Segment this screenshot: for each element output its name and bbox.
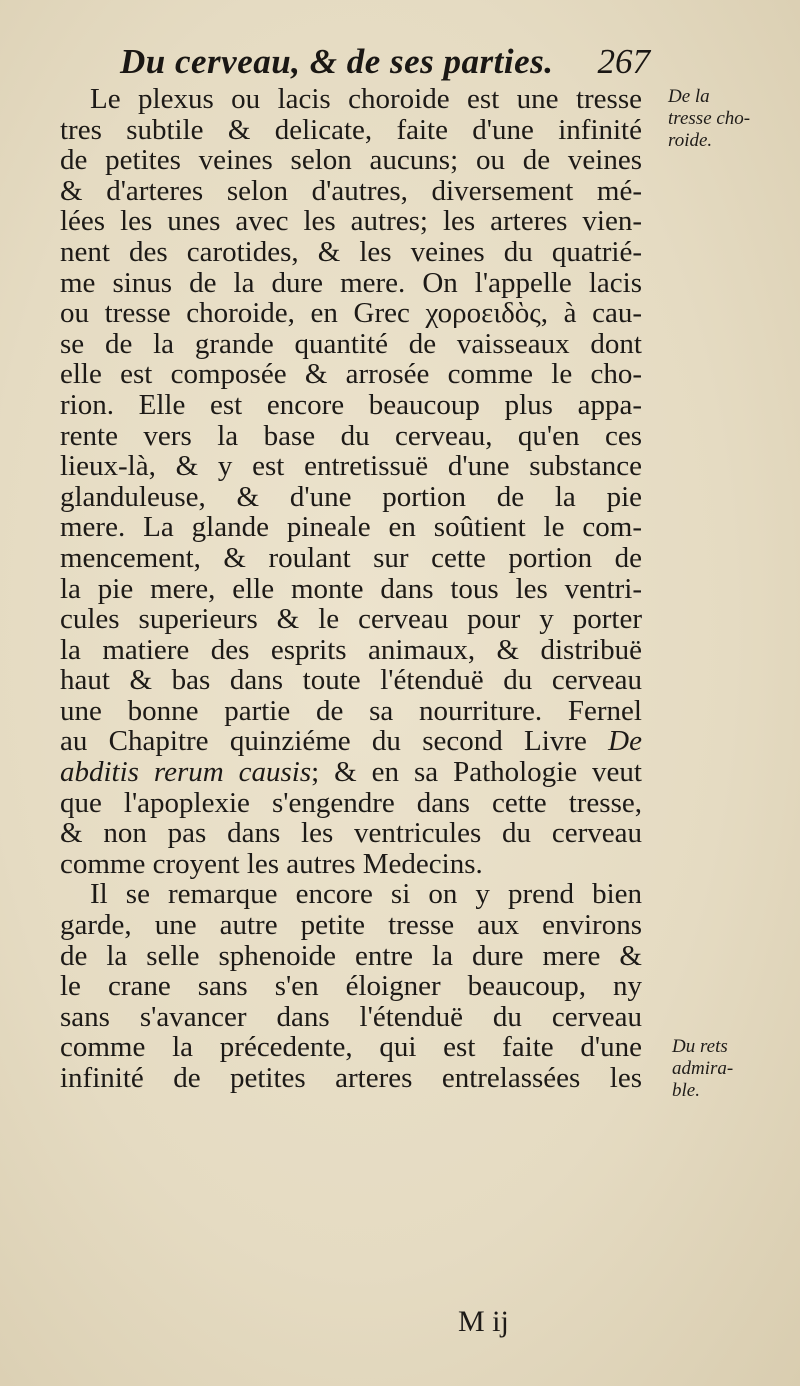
marginal-line: De la bbox=[668, 86, 710, 107]
text-line: se de la grande quantité de vaisseaux dont bbox=[60, 327, 642, 360]
text-line: mencement, & roulant sur cette portion de bbox=[60, 541, 642, 574]
marginal-line: Du rets bbox=[672, 1036, 728, 1057]
text-line: infinité de petites arteres entrelassées les bbox=[60, 1062, 642, 1094]
italic-title-segment: De bbox=[608, 725, 642, 758]
body-text bbox=[60, 84, 642, 1094]
text-line: la pie mere, elle monte dans tous les ventri- bbox=[60, 572, 642, 605]
text-line: comme croyent les autres Medecins. bbox=[60, 847, 483, 880]
text-line: que l'apoplexie s'engendre dans cette tresse, bbox=[60, 786, 642, 819]
text-line: haut & bas dans toute l'étenduë du cerveau bbox=[60, 664, 642, 697]
text-segment: au Chapitre quinziéme du second Livre bbox=[60, 725, 587, 758]
text-segment: ; & en sa Pathologie veut bbox=[311, 756, 642, 789]
text-line: lieux-là, & y est entretissuë d'une substance bbox=[60, 450, 642, 483]
text-line-mixed bbox=[60, 757, 642, 788]
italic-title-segment: abditis rerum causis bbox=[60, 756, 312, 789]
text-line: le crane sans s'en éloigner beaucoup, ny bbox=[60, 970, 642, 1003]
text-line: Le plexus ou lacis choroide est une tresse bbox=[90, 83, 642, 115]
signature-mark: M ij bbox=[458, 1305, 509, 1338]
page-number: 267 bbox=[597, 42, 650, 81]
text-line: cules superieurs & le cerveau pour y porter bbox=[60, 603, 642, 636]
text-line: sans s'avancer dans l'étenduë du cerveau bbox=[60, 1000, 642, 1033]
text-line: & d'arteres selon d'autres, diversement mé- bbox=[60, 174, 642, 207]
text-line: glanduleuse, & d'une portion de la pie bbox=[60, 480, 642, 513]
text-line: rion. Elle est encore beaucoup plus appa- bbox=[60, 388, 642, 421]
text-line: mere. La glande pineale en soûtient le com- bbox=[60, 511, 642, 544]
text-line: comme la précedente, qui est faite d'une bbox=[60, 1031, 642, 1064]
text-line: garde, une autre petite tresse aux environs bbox=[60, 909, 642, 942]
marginal-note bbox=[668, 86, 750, 152]
text-line: & non pas dans les ventricules du cerveau bbox=[60, 817, 642, 850]
running-title: Du cerveau, & de ses parties. bbox=[120, 42, 554, 81]
text-line: lées les unes avec les autres; les arteres vien- bbox=[60, 205, 642, 238]
marginal-line: ble. bbox=[672, 1080, 700, 1101]
text-line: de la selle sphenoide entre la dure mere & bbox=[60, 939, 642, 972]
marginal-line: roide. bbox=[668, 130, 713, 151]
text-line: elle est composée & arrosée comme le cho- bbox=[60, 358, 642, 391]
text-line: me sinus de la dure mere. On l'appelle lacis bbox=[60, 266, 642, 299]
text-line: tres subtile & delicate, faite d'une infinité bbox=[60, 113, 642, 146]
marginal-note bbox=[672, 1036, 733, 1102]
text-line: la matiere des esprits animaux, & distribuë bbox=[60, 633, 642, 666]
marginal-line: tresse cho- bbox=[668, 108, 751, 129]
text-line: ou tresse choroide, en Grec χοροειδὸς, à cau- bbox=[60, 297, 642, 330]
text-line: de petites veines selon aucuns; ou de veines bbox=[60, 144, 642, 177]
marginal-line: admira- bbox=[672, 1058, 734, 1079]
text-line: nent des carotides, & les veines du quatrié- bbox=[60, 235, 642, 268]
text-line-mixed bbox=[60, 726, 642, 757]
text-line: une bonne partie de sa nourriture. Fernel bbox=[60, 694, 642, 727]
text-line: rente vers la base du cerveau, qu'en ces bbox=[60, 419, 642, 452]
text-line: Il se remarque encore si on y prend bien bbox=[90, 878, 642, 911]
